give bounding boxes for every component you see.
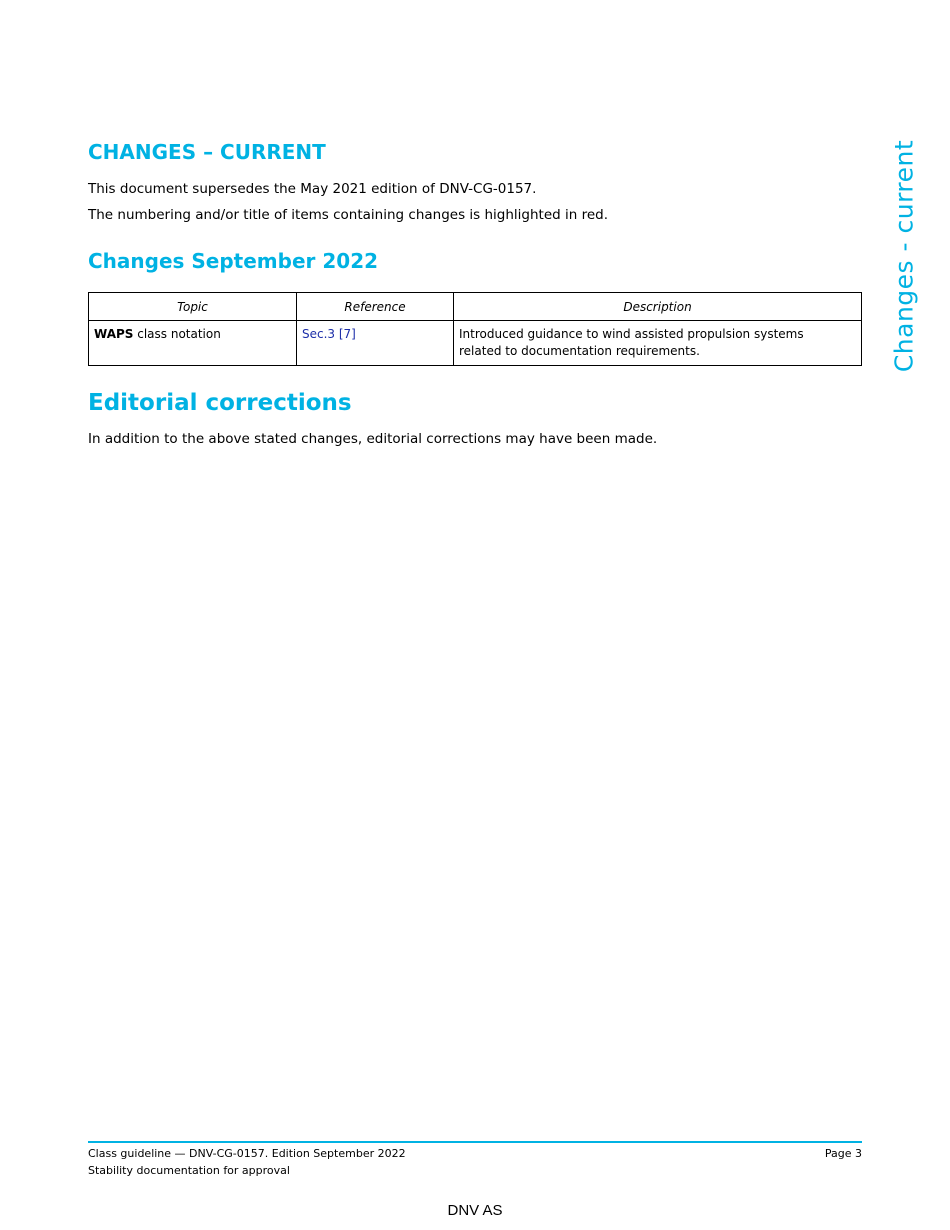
changes-table [88,292,862,366]
header-description: Description [454,293,862,321]
side-tab-label: Changes - current [889,139,919,373]
table-header-row [89,293,862,321]
page-title: CHANGES – CURRENT [88,140,326,164]
editorial-heading: Editorial corrections [88,390,352,416]
highlight-note-paragraph: The numbering and/or title of items containing changes is highlighted in red. [88,207,609,223]
cell-topic [89,321,297,366]
table-row [89,321,862,366]
reference-bracket[interactable]: [7] [335,327,356,341]
side-tab [888,140,920,372]
footer-rule [88,1141,862,1143]
reference-link[interactable]: Sec.3 [302,327,336,341]
footer-title-line: Stability documentation for approval [88,1164,290,1177]
description-line2: related to documentation requirements. [459,344,700,358]
topic-rest: class notation [133,327,221,341]
header-reference: Reference [297,293,454,321]
editorial-paragraph: In addition to the above stated changes, editorial corrections may have been made. [88,431,658,447]
topic-bold: WAPS [94,327,134,341]
cell-description [454,321,862,366]
header-topic: Topic [89,293,297,321]
footer-page-number: Page 3 [824,1147,862,1160]
changes-heading: Changes September 2022 [88,249,379,273]
cell-reference [297,321,454,366]
footer-document-line: Class guideline — DNV-CG-0157. Edition September 2022 [88,1147,406,1160]
description-line1: Introduced guidance to wind assisted propulsion systems [459,327,804,341]
publisher: DNV AS [447,1202,503,1219]
supersedes-paragraph: This document supersedes the May 2021 edition of DNV-CG-0157. [88,181,537,197]
